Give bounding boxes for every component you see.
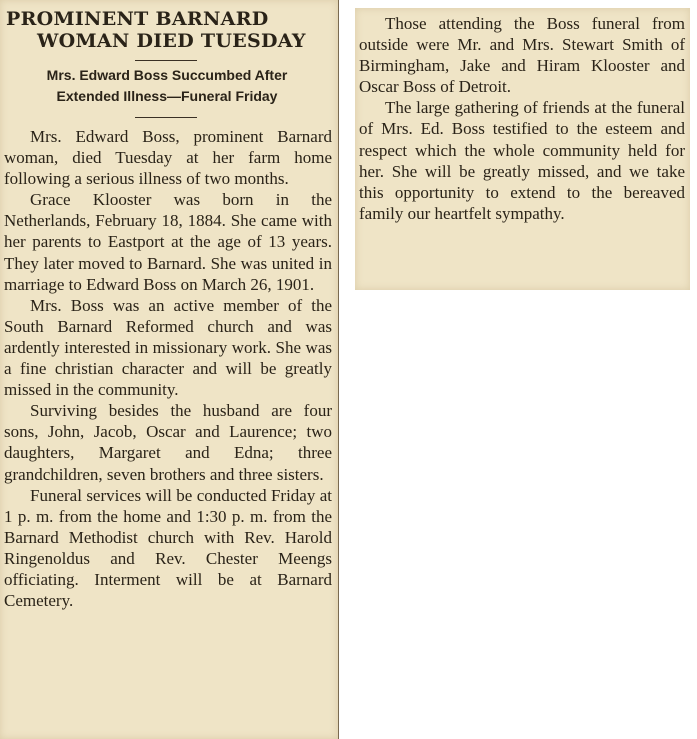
notice-paragraph: The large gathering of friends at the funeral of Mrs. Ed. Boss testified to the esteem and respect which the whole community held for her. She will be greatly missed, and we take this opportunity to extend to the bereaved family our heartfelt sympathy.: [359, 98, 685, 223]
notice-body: [359, 13, 685, 224]
article-body: [4, 126, 332, 611]
article-paragraph: Surviving besides the husband are four sons, John, Jacob, Oscar and Laurence; two daughters, Margaret and Edna; three grandchildren, seven brothers and three sisters.: [4, 401, 332, 484]
notice-paragraph: Those attending the Boss funeral from outside were Mr. and Mrs. Stewart Smith of Birmingham, Jake and Hiram Klooster and Oscar Boss of Detroit.: [359, 14, 685, 97]
funeral-notice-clipping-right: [355, 8, 690, 290]
obituary-clipping-left: [0, 0, 339, 739]
subheadline-line-2: Extended Illness—Funeral Friday: [56, 88, 278, 104]
subheadline-divider: [135, 117, 197, 118]
article-paragraph: Mrs. Edward Boss, prominent Barnard woman, died Tuesday at her farm home following a serious illness of two months.: [4, 127, 332, 189]
headline-divider: [135, 60, 197, 61]
article-paragraph: Funeral services will be conducted Friday at 1 p. m. from the home and 1:30 p. m. from the Barnard Methodist church with Rev. Harold Ringenoldus and Rev. Chester Meengs officiating. Interment will be at Barnard Cemetery.: [4, 485, 332, 611]
article-paragraph: Mrs. Boss was an active member of the South Barnard Reformed church and was ardently interested in missionary work. She was a fine christian character and will be greatly missed in the community.: [4, 295, 332, 400]
headline-line-1: PROMINENT BARNARD: [6, 8, 269, 30]
article-paragraph: Grace Klooster was born in the Netherlands, February 18, 1884. She came with her parents to Eastport at the age of 13 years. They later moved to Barnard. She was united in marriage to Edward Boss on March 26, 1901.: [4, 190, 332, 294]
subheadline-line-1: Mrs. Edward Boss Succumbed After: [46, 67, 288, 83]
headline-line-2: WOMAN DIED TUESDAY: [37, 30, 306, 52]
